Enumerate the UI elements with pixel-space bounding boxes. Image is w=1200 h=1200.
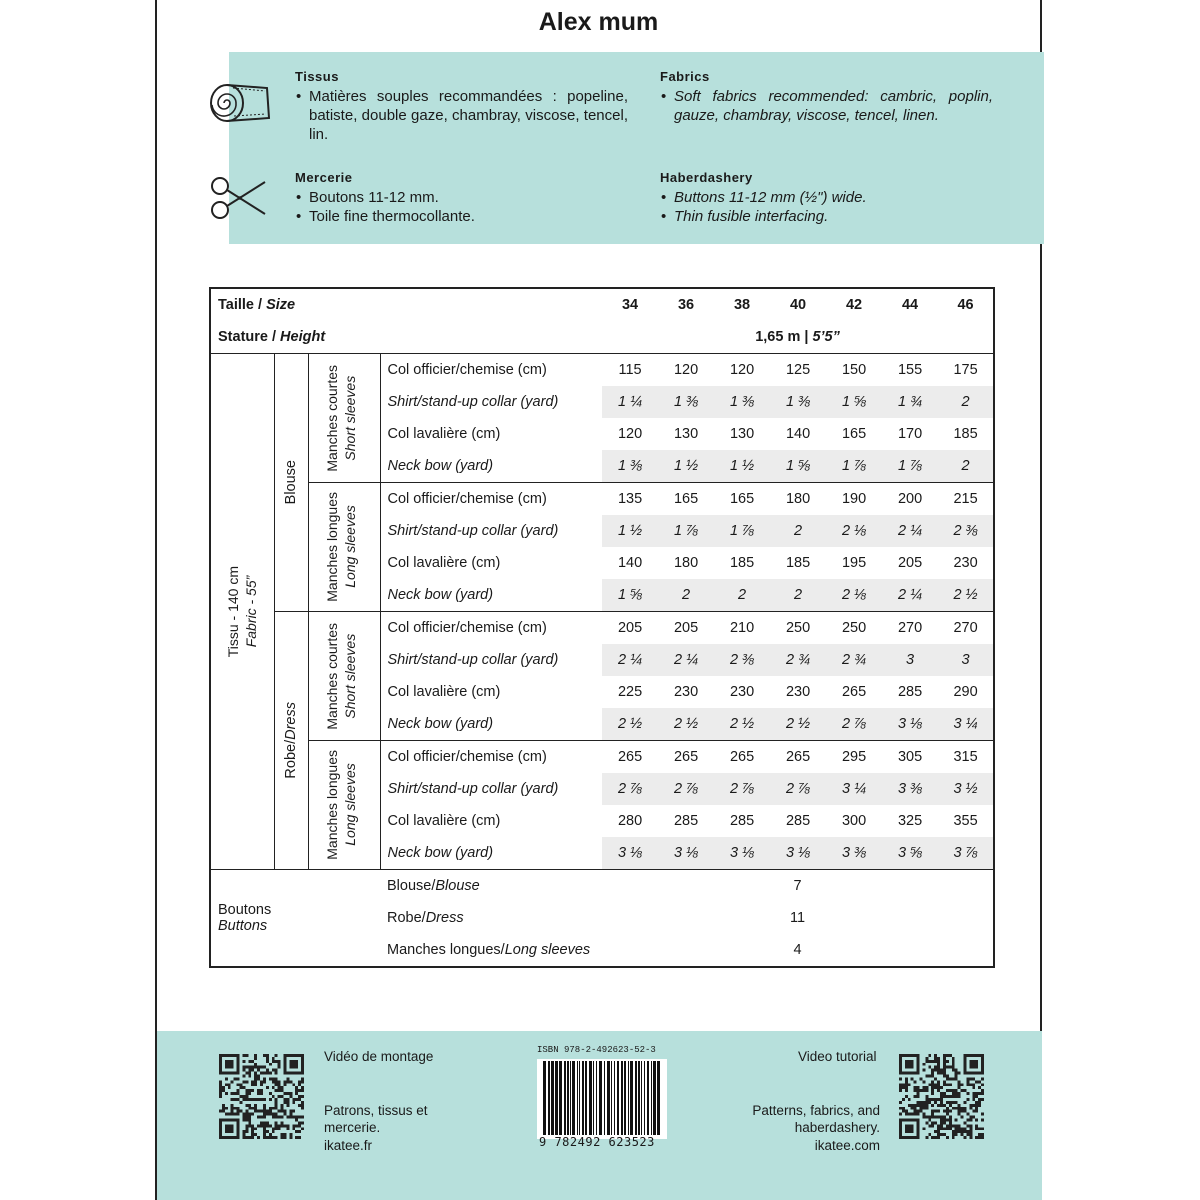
height-label: Stature / Height — [218, 329, 326, 345]
table-cell: 265 — [770, 741, 826, 774]
table-row — [210, 612, 994, 645]
table-cell: 230 — [953, 555, 978, 571]
fabrics-en — [660, 67, 993, 125]
table-cell: 2 ⅞ — [770, 773, 826, 805]
table-cell: 230 — [729, 684, 755, 700]
row-label: Neck bow (yard) — [387, 716, 494, 732]
table-row — [210, 483, 994, 516]
table-cell: 300 — [841, 813, 867, 829]
materials-panel — [229, 52, 1044, 244]
fabric-width-fr: Tissu - 140 cm — [225, 565, 242, 658]
video-label-en: Video tutorial — [798, 1049, 877, 1064]
row-label: Col lavalière (cm) — [387, 555, 501, 571]
table-cell: 185 — [729, 555, 755, 571]
size-header: 46 — [957, 297, 974, 313]
table-cell: 1 ½ — [658, 450, 714, 483]
table-cell: 2 ⅜ — [714, 644, 770, 676]
table-cell: 3 ½ — [938, 773, 994, 805]
table-cell: 265 — [602, 741, 658, 774]
size-header: 38 — [733, 297, 751, 313]
table-cell: 250 — [770, 612, 826, 645]
sleeve-cell — [308, 612, 380, 741]
table-cell: 1 ⅜ — [658, 386, 714, 418]
table-cell: 325 — [897, 813, 923, 829]
haberdashery-fr — [295, 168, 628, 226]
buttons-row — [210, 870, 994, 903]
fabric-requirements-table — [209, 287, 995, 968]
garment-name-en: Dress — [283, 702, 299, 741]
table-cell: 270 — [882, 612, 938, 645]
table-cell: 130 — [729, 426, 755, 442]
table-cell: 2 — [938, 450, 994, 483]
buttons-count: 7 — [602, 870, 994, 903]
table-cell: 3 — [938, 644, 994, 676]
table-cell: 265 — [714, 741, 770, 774]
sleeve-type-en: Short sleeves — [342, 375, 358, 461]
row-label: Shirt/stand-up collar (yard) — [387, 652, 559, 668]
table-cell: 270 — [938, 612, 994, 645]
table-cell: 1 ⅞ — [882, 450, 938, 483]
garment-name: Blouse — [283, 460, 299, 505]
table-cell: 180 — [673, 555, 699, 571]
table-cell: 2 ¾ — [826, 644, 882, 676]
table-cell: 3 ⅞ — [938, 837, 994, 870]
table-cell: 1 ⅞ — [714, 515, 770, 547]
table-cell: 1 ⅜ — [770, 386, 826, 418]
table-cell: 2 — [770, 515, 826, 547]
size-header: 44 — [901, 297, 919, 313]
fabrics-en-item: • Soft fabrics recommended: cambric, poplin, gauze, chambray, viscose, tencel, linen. — [674, 87, 993, 125]
table-cell: 1 ½ — [602, 515, 658, 547]
height-row — [210, 321, 994, 354]
table-cell: 2 ⅞ — [826, 708, 882, 741]
table-cell: 185 — [785, 555, 811, 571]
sleeve-cell — [308, 483, 380, 612]
table-cell: 355 — [953, 813, 978, 829]
size-header: 36 — [677, 297, 695, 313]
row-label: Shirt/stand-up collar (yard) — [387, 523, 559, 539]
size-header: 40 — [789, 297, 807, 313]
table-cell: 165 — [658, 483, 714, 516]
sleeve-type-fr: Manches longues — [324, 492, 340, 602]
scissors-icon — [209, 174, 269, 222]
table-cell: 215 — [938, 483, 994, 516]
website-en[interactable]: ikatee.com — [814, 1138, 880, 1153]
table-cell: 1 ¼ — [602, 386, 658, 418]
table-cell: 2 — [770, 579, 826, 612]
shop-text-fr: Patrons, tissus et mercerie. — [324, 1103, 428, 1135]
haberdashery-en — [660, 168, 993, 226]
haberdashery-en-heading: Haberdashery — [660, 170, 753, 185]
table-cell: 285 — [785, 813, 811, 829]
size-row — [210, 288, 994, 321]
fabric-width-cell — [210, 354, 274, 870]
table-cell: 205 — [897, 555, 923, 571]
row-label: Col lavalière (cm) — [387, 813, 501, 829]
table-cell: 225 — [617, 684, 643, 700]
table-cell: 250 — [826, 612, 882, 645]
sleeve-cell — [308, 354, 380, 483]
row-label: Col lavalière (cm) — [387, 684, 501, 700]
fabric-width-en: Fabric - 55” — [243, 575, 260, 648]
table-cell: 1 ¾ — [882, 386, 938, 418]
buttons-label-en: Buttons — [218, 918, 268, 934]
table-cell: 2 ⅛ — [826, 515, 882, 547]
table-cell: 285 — [673, 813, 699, 829]
table-cell: 180 — [770, 483, 826, 516]
table-cell: 2 ⅞ — [658, 773, 714, 805]
table-cell: 305 — [882, 741, 938, 774]
table-cell: 175 — [938, 354, 994, 387]
table-cell: 3 ⅛ — [602, 837, 658, 870]
table-cell: 1 ⅝ — [770, 450, 826, 483]
fabrics-en-heading: Fabrics — [660, 69, 710, 84]
table-cell: 3 ⅛ — [714, 837, 770, 870]
sleeve-type-en: Short sleeves — [342, 633, 358, 719]
table-cell: 315 — [938, 741, 994, 774]
table-cell: 265 — [658, 741, 714, 774]
table-cell: 3 ⅛ — [770, 837, 826, 870]
garment-name: Robe/ — [283, 740, 299, 779]
table-cell: 130 — [673, 426, 699, 442]
table-cell: 3 ⅜ — [826, 837, 882, 870]
table-row — [210, 741, 994, 774]
table-cell: 2 ⅜ — [938, 515, 994, 547]
sleeve-type-fr: Manches longues — [324, 750, 340, 860]
row-label: Neck bow (yard) — [387, 845, 494, 861]
table-cell: 165 — [841, 426, 867, 442]
table-cell: 205 — [658, 612, 714, 645]
row-label: Col lavalière (cm) — [387, 426, 501, 442]
table-cell: 120 — [617, 426, 643, 442]
table-cell: 125 — [770, 354, 826, 387]
barcode-number: 9 782492 623523 — [539, 1135, 655, 1149]
row-label: Col officier/chemise (cm) — [380, 354, 602, 387]
table-cell: 2 ½ — [714, 708, 770, 741]
table-cell: 155 — [882, 354, 938, 387]
page-title: Alex mum — [538, 8, 659, 36]
table-cell: 185 — [953, 426, 978, 442]
buttons-count: 11 — [790, 910, 806, 926]
sleeve-type-en: Long sleeves — [342, 505, 358, 589]
table-cell: 290 — [953, 684, 978, 700]
table-cell: 1 ⅝ — [602, 579, 658, 612]
table-cell: 2 ¼ — [602, 644, 658, 676]
row-label: Neck bow (yard) — [387, 458, 494, 474]
qr-code-icon[interactable] — [899, 1054, 984, 1139]
table-cell: 140 — [617, 555, 643, 571]
shop-text-en: Patterns, fabrics, and haberdashery. — [752, 1103, 880, 1135]
sleeve-type-fr: Manches courtes — [324, 622, 340, 730]
table-cell: 195 — [841, 555, 867, 571]
row-label: Col officier/chemise (cm) — [380, 612, 602, 645]
buttons-row-label: Robe/Dress — [387, 910, 464, 926]
table-cell: 190 — [826, 483, 882, 516]
table-cell: 230 — [785, 684, 811, 700]
isbn-text: ISBN 978-2-492623-52-3 — [537, 1045, 656, 1055]
table-cell: 2 — [938, 386, 994, 418]
table-cell: 3 — [882, 644, 938, 676]
table-cell: 120 — [714, 354, 770, 387]
table-cell: 2 ¼ — [882, 579, 938, 612]
website-fr[interactable]: ikatee.fr — [324, 1138, 373, 1153]
pattern-back-cover — [155, 0, 1042, 1200]
fabrics-fr-heading: Tissus — [295, 69, 339, 84]
row-label: Shirt/stand-up collar (yard) — [387, 394, 559, 410]
table-cell: 280 — [617, 813, 643, 829]
haberdashery-en-item: • Buttons 11-12 mm (½") wide. — [674, 188, 993, 207]
height-value: 1,65 m | 5’5” — [755, 329, 840, 345]
table-cell: 2 — [658, 579, 714, 612]
haberdashery-fr-item: • Boutons 11-12 mm. — [309, 188, 628, 207]
table-cell: 3 ⅛ — [882, 708, 938, 741]
qr-code-icon[interactable] — [219, 1054, 304, 1139]
table-cell: 1 ⅝ — [826, 386, 882, 418]
table-cell: 2 ⅞ — [602, 773, 658, 805]
table-cell: 170 — [897, 426, 923, 442]
haberdashery-fr-heading: Mercerie — [295, 170, 353, 185]
table-cell: 3 ¼ — [938, 708, 994, 741]
table-cell: 150 — [826, 354, 882, 387]
table-cell: 2 ⅛ — [826, 579, 882, 612]
sleeve-type-en: Long sleeves — [342, 763, 358, 847]
table-cell: 2 ¼ — [882, 515, 938, 547]
haberdashery-en-item: • Thin fusible interfacing. — [674, 207, 993, 226]
table-cell: 2 ½ — [658, 708, 714, 741]
table-cell: 2 ¼ — [658, 644, 714, 676]
row-label: Neck bow (yard) — [387, 587, 494, 603]
buttons-count: 4 — [793, 942, 802, 958]
buttons-row-label: Blouse/Blouse — [380, 870, 602, 903]
size-header: 34 — [621, 297, 639, 313]
table-cell: 2 ½ — [602, 708, 658, 741]
table-cell: 165 — [714, 483, 770, 516]
table-cell: 200 — [882, 483, 938, 516]
barcode-icon — [537, 1059, 667, 1139]
table-cell: 140 — [785, 426, 811, 442]
footer — [157, 1031, 1042, 1200]
garment-cell — [274, 612, 308, 870]
table-cell: 2 ¾ — [770, 644, 826, 676]
sleeve-cell — [308, 741, 380, 870]
table-cell: 3 ¼ — [826, 773, 882, 805]
size-header: 42 — [845, 297, 863, 313]
table-cell: 1 ⅜ — [714, 386, 770, 418]
table-cell: 285 — [897, 684, 923, 700]
fabric-roll-icon — [207, 80, 273, 126]
table-cell: 1 ⅞ — [826, 450, 882, 483]
table-cell: 230 — [673, 684, 699, 700]
table-cell: 115 — [602, 354, 658, 387]
table-cell: 1 ⅜ — [602, 450, 658, 483]
haberdashery-fr-item: • Toile fine thermocollante. — [309, 207, 628, 226]
table-cell: 3 ⅜ — [882, 773, 938, 805]
table-cell: 210 — [714, 612, 770, 645]
buttons-label-fr: Boutons — [218, 902, 272, 918]
table-cell: 205 — [602, 612, 658, 645]
table-cell: 120 — [658, 354, 714, 387]
table-cell: 2 ⅞ — [714, 773, 770, 805]
table-cell: 2 — [714, 579, 770, 612]
video-label-fr: Vidéo de montage — [324, 1049, 434, 1064]
buttons-label-cell — [210, 870, 380, 968]
table-cell: 1 ½ — [714, 450, 770, 483]
table-cell: 1 ⅞ — [658, 515, 714, 547]
table-row — [210, 354, 994, 387]
row-label: Shirt/stand-up collar (yard) — [387, 781, 559, 797]
fabrics-fr-item: • Matières souples recommandées : popeline, batiste, double gaze, chambray, viscose, tencel, lin. — [309, 87, 628, 144]
row-label: Col officier/chemise (cm) — [380, 483, 602, 516]
table-cell: 2 ½ — [938, 579, 994, 612]
table-cell: 135 — [602, 483, 658, 516]
row-label: Col officier/chemise (cm) — [380, 741, 602, 774]
table-cell: 285 — [729, 813, 755, 829]
size-label: Taille / Size — [218, 297, 296, 313]
buttons-row-label: Manches longues/Long sleeves — [387, 942, 591, 958]
fabrics-fr — [295, 67, 628, 144]
garment-cell — [274, 354, 308, 612]
table-cell: 265 — [841, 684, 867, 700]
table-cell: 3 ⅝ — [882, 837, 938, 870]
table-cell: 3 ⅛ — [658, 837, 714, 870]
table-cell: 295 — [826, 741, 882, 774]
table-cell: 2 ½ — [770, 708, 826, 741]
sleeve-type-fr: Manches courtes — [324, 364, 340, 472]
